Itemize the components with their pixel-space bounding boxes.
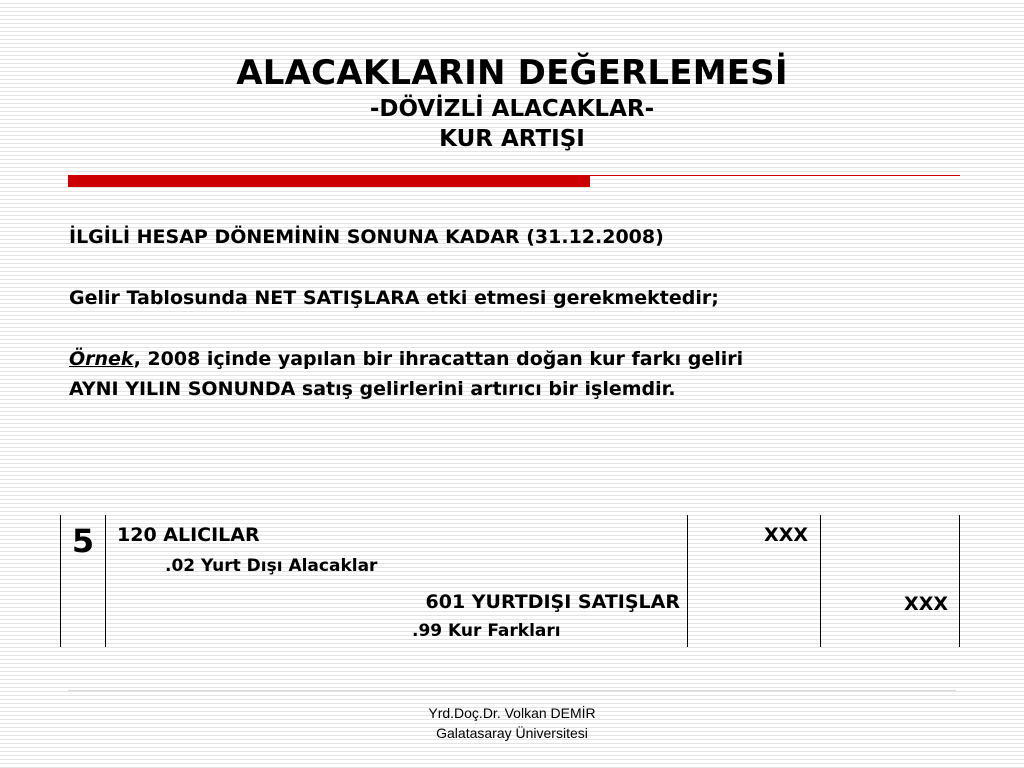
example-label: Örnek — [69, 348, 134, 370]
title-subtitle-2: KUR ARTIŞI — [439, 126, 585, 152]
example-text-line-2: AYNI YILIN SONUNDA satış gelirlerini artırıcı bir işlemdir. — [69, 378, 676, 400]
example-text-line-1: 2008 içinde yapılan bir ihracattan doğan kur farkı geliri — [140, 348, 744, 370]
journal-divider-credit — [820, 515, 821, 647]
example-separator: , — [133, 348, 141, 370]
title-main: ALACAKLARIN DEĞERLEMESİ — [236, 53, 788, 93]
journal-divider-debit — [687, 515, 688, 647]
income-statement-note: Gelir Tablosunda NET SATIŞLARA etki etmesi gerekmektedir; — [69, 287, 719, 309]
footer-institution: Galatasaray Üniversitesi — [436, 725, 588, 741]
footer — [0, 703, 1024, 743]
debit-sub-account: .02 Yurt Dışı Alacaklar — [165, 556, 378, 576]
journal-border-right — [959, 515, 960, 647]
debit-amount: XXX — [764, 524, 808, 546]
period-heading: İLGİLİ HESAP DÖNEMİNİN SONUNA KADAR (31.12.2008) — [69, 226, 664, 248]
footer-divider — [68, 690, 956, 691]
journal-entry — [60, 515, 960, 647]
accent-line — [590, 175, 960, 176]
footer-author: Yrd.Doç.Dr. Volkan DEMİR — [428, 705, 596, 721]
title-subtitle-1: -DÖVİZLİ ALACAKLAR- — [369, 96, 655, 122]
credit-sub-account: .99 Kur Farkları — [412, 621, 561, 641]
credit-account: 601 YURTDIŞI SATIŞLAR — [425, 591, 680, 613]
credit-amount: XXX — [904, 593, 948, 615]
accent-bar — [68, 175, 590, 187]
debit-account: 120 ALICILAR — [117, 524, 260, 546]
slide-title — [0, 52, 1024, 154]
example-paragraph — [69, 344, 743, 404]
journal-entry-number: 5 — [71, 522, 95, 560]
